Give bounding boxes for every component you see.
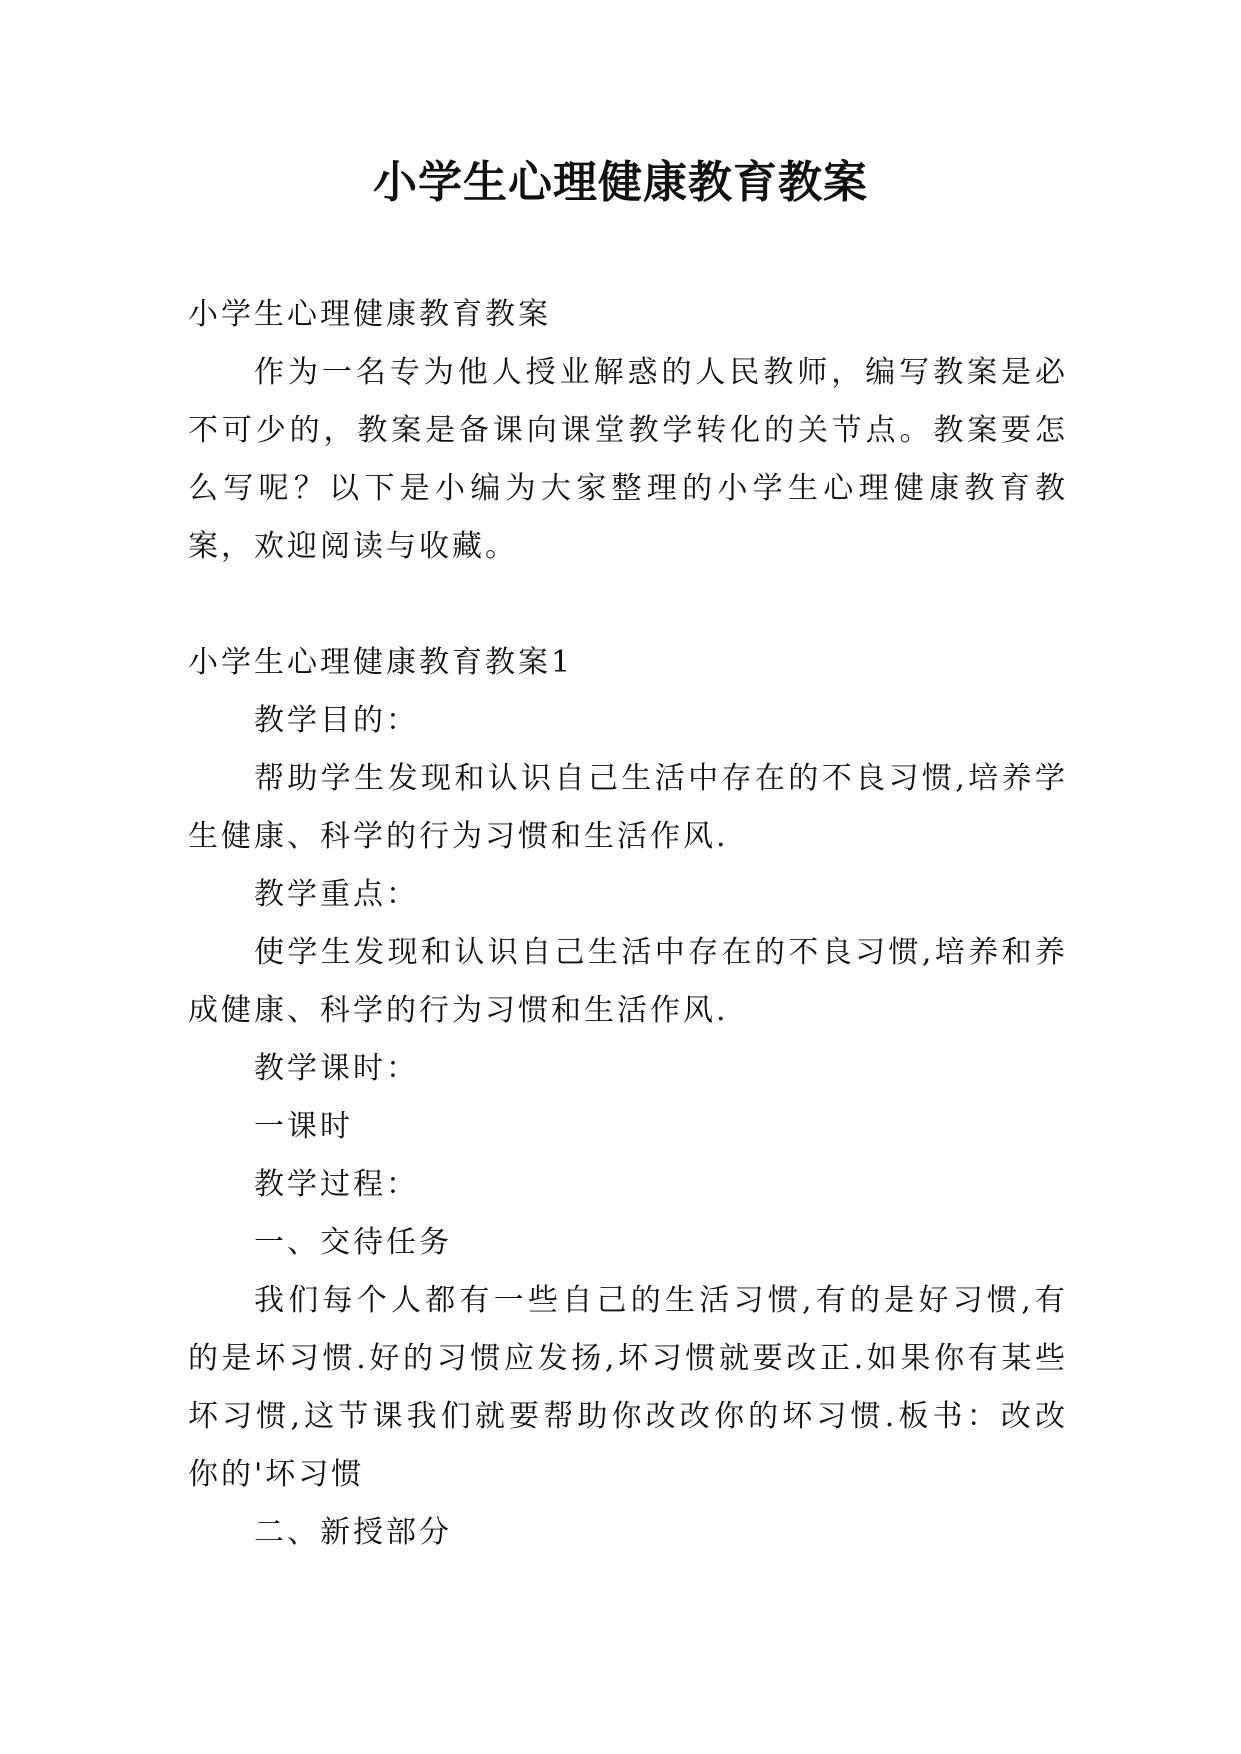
paragraph: 二、新授部分 xyxy=(254,1515,452,1550)
paragraph: 教学目的： xyxy=(254,703,419,738)
paragraph: 教学重点： xyxy=(254,877,419,912)
paragraph: 教学过程： xyxy=(254,1167,419,1202)
document-title: 小学生心理健康教育教案 xyxy=(373,157,868,208)
paragraph: 我们每个人都有一些自己的生活习惯,有的是好习惯,有的是坏习惯.好的习惯应发扬,坏习惯就要改正.如果你有某些坏习惯,这节课我们就要帮助你改改你的坏习惯.板书：改改你的'坏习惯 xyxy=(188,1283,1068,1492)
paragraph: 小学生心理健康教育教案1 xyxy=(188,645,574,680)
paragraph: 一课时 xyxy=(254,1109,353,1144)
paragraph: 教学课时： xyxy=(254,1051,419,1086)
paragraph-gap xyxy=(188,576,1068,634)
document-body xyxy=(188,286,1068,1562)
paragraph: 帮助学生发现和认识自己生活中存在的不良习惯,培养学生健康、科学的行为习惯和生活作风. xyxy=(188,761,1068,854)
paragraph: 作为一名专为他人授业解惑的人民教师，编写教案是必不可少的，教案是备课向课堂教学转化的关节点。教案要怎么写呢？以下是小编为大家整理的小学生心理健康教育教案，欢迎阅读与收藏。 xyxy=(188,355,1068,564)
paragraph: 使学生发现和认识自己生活中存在的不良习惯,培养和养成健康、科学的行为习惯和生活作风. xyxy=(188,935,1068,1028)
paragraph: 一、交待任务 xyxy=(254,1225,452,1260)
paragraph: 小学生心理健康教育教案 xyxy=(188,297,551,332)
